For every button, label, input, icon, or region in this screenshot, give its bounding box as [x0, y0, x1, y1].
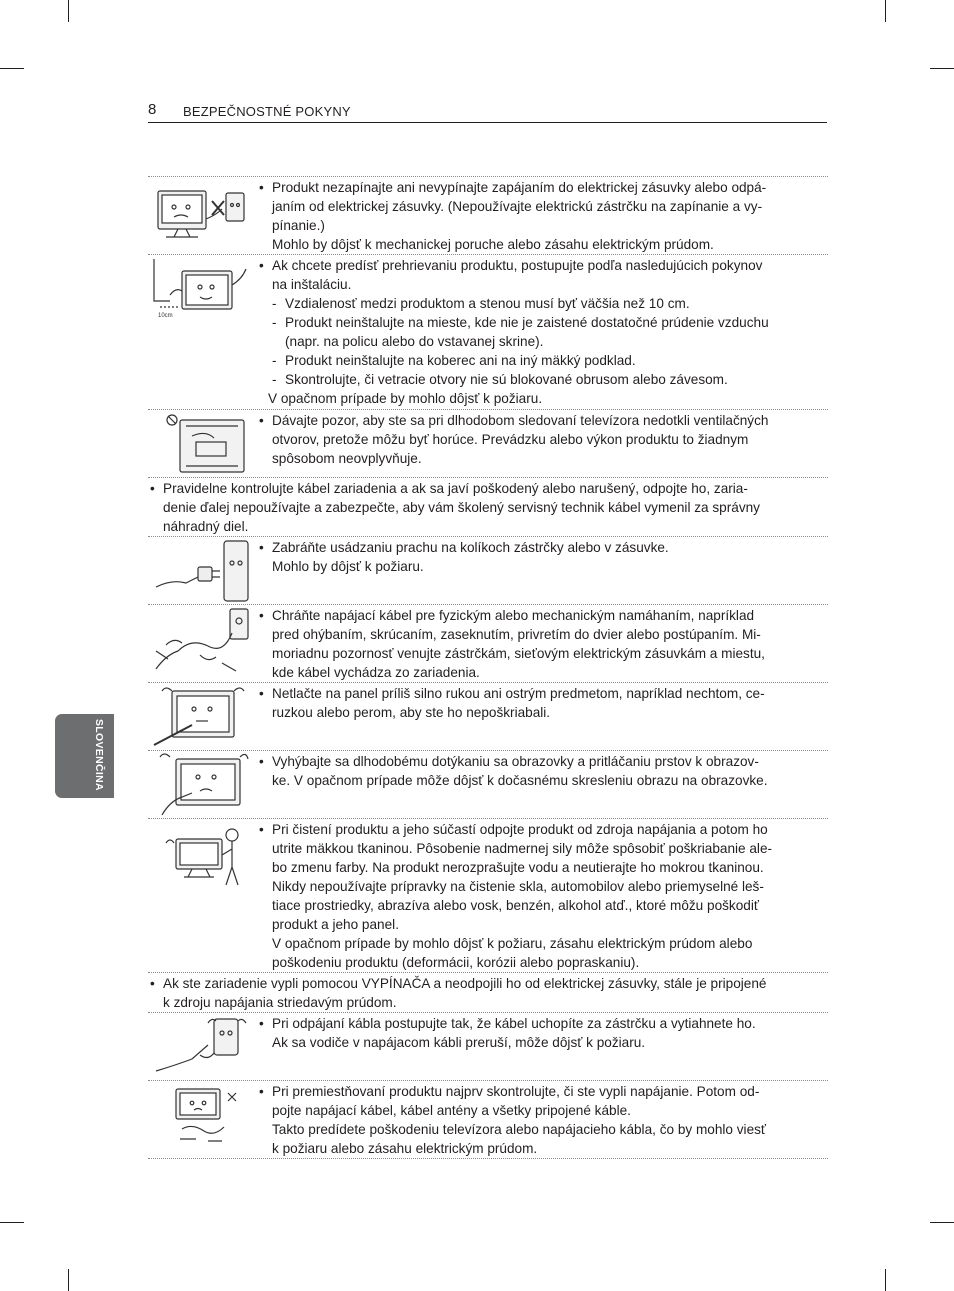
text-line: utrite mäkkou tkaninou. Pôsobenie nadmernej sily môže spôsobiť poškriabanie ale-: [272, 841, 773, 856]
safety-text: • Zabráňte usádzaniu prachu na kolíkoch zástrčky alebo v zásuvke. Mohlo by dôjsť k požiaru.: [272, 538, 808, 576]
text-line: pojte napájací kábel, kábel antény a všetky pripojené káble.: [272, 1103, 631, 1118]
safety-text: • Pravidelne kontrolujte kábel zariadenia a ak sa javí poškodený alebo narušený, odpojte ho, zaria- denie ďalej nepoužívajte a zabezpečte, aby vám školený servisný technik kábel vymenil za správny náhradný diel.: [163, 479, 810, 536]
language-tab-label: SLOVENČINA: [93, 719, 105, 791]
text-line: Chráňte napájací kábel pre fyzickým alebo mechanickým namáhaním, napríklad: [272, 608, 755, 623]
text-line: Pri odpájaní kábla postupujte tak, že kábel uchopíte za zástrčku a vytiahnete ho.: [272, 1016, 756, 1031]
safety-item: [148, 536, 828, 604]
safety-text: • Pri čistení produktu a jeho súčastí odpojte produkt od zdroja napájania a potom ho utrite mäkkou tkaninou. Pôsobenie nadmernej sily môže spôsobiť poškriabanie ale- bo zmenu farby. Na produkt nerozprašujte vodu a neutierajte ho mokrou tkaninou. Nikdy nepoužívajte prípravky na čistenie skla, automobilov alebo priemyselné leš- tiace prostriedky, abrazíva alebo vosk, benzén, alkohol atď., ktoré môžu poškodiť produkt a jeho panel. V opačnom prípade by mohlo dôjsť k požiaru, zásahu elektrickým prúdom alebo poškodeniu produktu (deformácii, korózii alebo popraskaniu).: [272, 820, 808, 972]
text-line: na inštaláciu.: [272, 277, 352, 292]
sub-item: - Produkt neinštalujte na koberec ani na iný mäkký podklad.: [272, 351, 808, 370]
text-line: denie ďalej nepoužívajte a zabezpečte, aby vám školený servisný technik kábel vymenil za správny: [163, 500, 760, 515]
safety-item: [148, 818, 828, 972]
text-line: Vzdialenosť medzi produktom a stenou musí byť väčšia než 10 cm.: [285, 296, 690, 311]
header-divider: [148, 122, 827, 123]
cable-protection-illustration: [152, 607, 250, 677]
text-line: Takto predídete poškodeniu televízora alebo napájacieho kábla, čo by mohlo viesť: [272, 1122, 767, 1137]
tv-ventilation-clearance-illustration: [152, 257, 250, 327]
text-line: Ak ste zariadenie vypli pomocou VYPÍNAČA a neodpojili ho od elektrickej zásuvky, stále je pripojené: [163, 976, 767, 991]
safety-text: • Pri premiestňovaní produktu najprv skontrolujte, či ste vypli napájanie. Potom od- pojte napájací kábel, kábel antény a všetky pripojené káble. Takto predídete poškodeniu televízora alebo napájacieho kábla, čo by mohlo viesť k požiaru alebo zásahu elektrickým prúdom.: [272, 1082, 808, 1158]
text-line: Ak chcete predísť prehrievaniu produktu, postupujte podľa nasledujúcich pokynov: [272, 258, 763, 273]
text-line: Pri premiestňovaní produktu najprv skontrolujte, či ste vypli napájanie. Potom od-: [272, 1084, 760, 1099]
text-line: kde kábel vychádza zo zariadenia.: [272, 665, 480, 680]
safety-text: • Pri odpájaní kábla postupujte tak, že kábel uchopíte za zástrčku a vytiahnete ho. Ak sa vodiče v napájacom kábli preruší, môže dôjsť k požiaru.: [272, 1014, 808, 1052]
tv-unplug-illustration: [152, 179, 250, 249]
text-line: Ak sa vodiče v napájacom kábli preruší, môže dôjsť k požiaru.: [272, 1035, 646, 1050]
tv-hot-vents-illustration: [152, 412, 250, 478]
page-number: 8: [148, 101, 157, 118]
text-line: Produkt neinštalujte na mieste, kde nie je zaistené dostatočné prúdenie vzduchu: [285, 315, 769, 330]
text-line: ke. V opačnom prípade môže dôjsť k dočasnému skresleniu obrazu na obrazovke.: [272, 773, 768, 788]
crop-mark: [885, 0, 886, 22]
text-line: janím od elektrickej zásuvky. (Nepoužívajte elektrickú zástrčku na zapínanie a vy-: [272, 199, 763, 214]
safety-text: • Ak chcete predísť prehrievaniu produktu, postupujte podľa nasledujúcich pokynov na inštaláciu. - Vzdialenosť medzi produktom a stenou musí byť väčšia než 10 cm. - Produkt neinštalujte na mieste, kde nie je zaistené dostatočné prúdenie vzduchu (napr. na policu alebo do vstavanej skrine). - Produkt neinštalujte na koberec ani na iný mäkký podklad. - Skontrolujte, či vetracie otvory nie sú blokované obrusom alebo závesom. V opačnom prípade by mohlo dôjsť k požiaru.: [272, 256, 808, 408]
tv-panel-pressure-illustration: [152, 685, 250, 749]
text-line: (napr. na policu alebo do vstavanej skrine).: [285, 334, 544, 349]
text-line: produkt a jeho panel.: [272, 917, 399, 932]
safety-text: • Dávajte pozor, aby ste sa pri dlhodobom sledovaní televízora nedotkli ventilačných otvorov, pretože môžu byť horúce. Prevádzku alebo výkon produktu to žiadnym spôsobom neovplyvňuje.: [272, 411, 808, 468]
safety-item: [148, 1012, 828, 1080]
text-line: Nikdy nepoužívajte prípravky na čistenie skla, automobilov alebo priemyselné leš-: [272, 879, 764, 894]
text-line: náhradný diel.: [163, 519, 249, 534]
safety-item: [148, 604, 828, 682]
text-line: Vyhýbajte sa dlhodobému dotýkaniu sa obrazovky a pritláčaniu prstov k obrazov-: [272, 754, 759, 769]
safety-item: [148, 1080, 828, 1159]
text-line: ruzkou alebo perom, aby ste ho nepoškriabali.: [272, 705, 551, 720]
text-line: Produkt neinštalujte na koberec ani na iný mäkký podklad.: [285, 353, 636, 368]
crop-mark: [68, 1269, 69, 1291]
tv-moving-illustration: [152, 1083, 250, 1147]
safety-item: [148, 254, 828, 409]
safety-item: [148, 176, 828, 254]
text-line: Produkt nezapínajte ani nevypínajte zapájaním do elektrickej zásuvky alebo odpá-: [272, 180, 767, 195]
text-line: moriadnu pozornosť venujte zástrčkám, sieťovým elektrickým zásuvkám a miestu,: [272, 646, 765, 661]
clearance-label: 10cm: [158, 313, 173, 319]
text-line: Pri čistení produktu a jeho súčastí odpojte produkt od zdroja napájania a potom ho: [272, 822, 768, 837]
dusty-plug-illustration: [152, 539, 250, 603]
crop-mark: [885, 1269, 886, 1291]
safety-text: • Produkt nezapínajte ani nevypínajte zapájaním do elektrickej zásuvky alebo odpá- janím od elektrickej zásuvky. (Nepoužívajte elektrickú zástrčku na zapínanie a vy- pínanie.) Mohlo by dôjsť k mechanickej poruche alebo zásahu elektrickým prúdom.: [272, 178, 808, 254]
text-line: pínanie.): [272, 218, 325, 233]
text-line: spôsobom neovplyvňuje.: [272, 451, 422, 466]
safety-item: [148, 477, 828, 536]
crop-mark: [0, 1222, 24, 1223]
safety-text: • Chráňte napájací kábel pre fyzickým alebo mechanickým namáhaním, napríklad pred ohýbaním, skrúcaním, zaseknutím, privretím do dvier alebo postúpaním. Mi- moriadnu pozornosť venujte zástrčkám, sieťovým elektrickým zásuvkám a miestu, kde kábel vychádza zo zariadenia.: [272, 606, 808, 682]
text-line: Skontrolujte, či vetracie otvory nie sú blokované obrusom alebo závesom.: [285, 372, 728, 387]
text-line: Netlačte na panel príliš silno rukou ani ostrým predmetom, napríklad nechtom, ce-: [272, 686, 765, 701]
unplug-by-plug-illustration: [152, 1015, 250, 1079]
text-line: k zdroju napájania striedavým prúdom.: [163, 995, 397, 1010]
text-line: Dávajte pozor, aby ste sa pri dlhodobom sledovaní televízora nedotkli ventilačných: [272, 413, 769, 428]
text-line: Pravidelne kontrolujte kábel zariadenia a ak sa javí poškodený alebo narušený, odpojte ho, zaria-: [163, 481, 748, 496]
safety-text: • Netlačte na panel príliš silno rukou ani ostrým predmetom, napríklad nechtom, ce- ruzkou alebo perom, aby ste ho nepoškriabali.: [272, 684, 808, 722]
safety-item: [148, 972, 828, 1012]
safety-text: • Vyhýbajte sa dlhodobému dotýkaniu sa obrazovky a pritláčaniu prstov k obrazov- ke. V opačnom prípade môže dôjsť k dočasnému skresleniu obrazu na obrazovke.: [272, 752, 808, 790]
text-line: Mohlo by dôjsť k požiaru.: [272, 559, 424, 574]
text-line: bo zmenu farby. Na produkt nerozprašujte vodu a neutierajte ho mokrou tkaninou.: [272, 860, 764, 875]
text-line: V opačnom prípade by mohlo dôjsť k požiaru, zásahu elektrickým prúdom alebo: [272, 936, 753, 951]
tv-screen-touch-illustration: [152, 753, 250, 817]
crop-mark: [68, 0, 69, 22]
sub-item: - Vzdialenosť medzi produktom a stenou musí byť väčšia než 10 cm.: [272, 294, 808, 313]
text-line: otvorov, pretože môžu byť horúce. Prevádzku alebo výkon produktu to žiadnym: [272, 432, 749, 447]
sub-item: - Produkt neinštalujte na mieste, kde nie je zaistené dostatočné prúdenie vzduchu (napr. na policu alebo do vstavanej skrine).: [272, 313, 808, 351]
crop-mark: [930, 1222, 954, 1223]
text-line: V opačnom prípade by mohlo dôjsť k požiaru.: [268, 391, 543, 406]
sub-item: - Skontrolujte, či vetracie otvory nie sú blokované obrusom alebo závesom.: [272, 370, 808, 389]
text-line: tiace prostriedky, abrazíva alebo vosk, benzén, alkohol atď., ktoré môžu poškodiť: [272, 898, 759, 913]
safety-text: • Ak ste zariadenie vypli pomocou VYPÍNAČA a neodpojili ho od elektrickej zásuvky, stále je pripojené k zdroju napájania striedavým prúdom.: [163, 974, 810, 1012]
tv-cleaning-illustration: [152, 821, 250, 891]
section-title: BEZPEČNOSTNÉ POKYNY: [183, 104, 351, 119]
safety-item: [148, 750, 828, 818]
crop-mark: [930, 68, 954, 69]
text-line: k požiaru alebo zásahu elektrickým prúdom.: [272, 1141, 538, 1156]
text-line: Zabráňte usádzaniu prachu na kolíkoch zástrčky alebo v zásuvke.: [272, 540, 669, 555]
text-line: pred ohýbaním, skrúcaním, zaseknutím, privretím do dvier alebo postúpaním. Mi-: [272, 627, 761, 642]
crop-mark: [0, 68, 24, 69]
text-line: poškodeniu produktu (deformácii, korózii alebo popraskaniu).: [272, 955, 640, 970]
language-tab: [55, 714, 114, 798]
safety-item: [148, 409, 828, 477]
text-line: Mohlo by dôjsť k mechanickej poruche alebo zásahu elektrickým prúdom.: [272, 237, 714, 252]
safety-item: [148, 682, 828, 750]
